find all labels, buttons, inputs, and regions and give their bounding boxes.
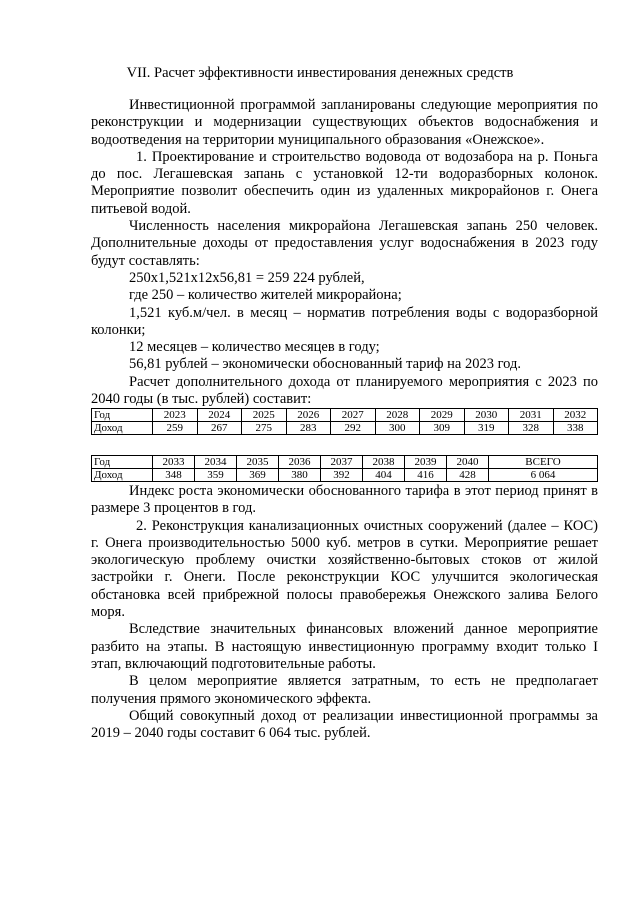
year-cell: 2038 xyxy=(363,456,405,469)
table-row-income xyxy=(92,422,598,435)
year-header: Год xyxy=(92,456,153,469)
year-header: Год xyxy=(92,409,153,422)
stages-paragraph: Вследствие значительных финансовых вложений данное мероприятие разбито на этапы. В настоящую инвестиционную программу входит только I этап, включающий подготовительные работы. xyxy=(91,621,598,672)
income-cell: 348 xyxy=(153,469,195,482)
intro-paragraph: Инвестиционной программой запланированы следующие мероприятия по реконструкции и модернизации существующих объектов водоснабжения и водоотведения на территории муниципального образования «Онежское». xyxy=(91,97,598,148)
income-cell: 338 xyxy=(553,422,598,435)
income-header: Доход xyxy=(92,469,153,482)
item1-paragraph: 1. Проектирование и строительство водовода от водозабора на р. Поньга до пос. Легашевская запань с установкой 12-ти водоразборных колонок. Мероприятие позволит обеспечить один из удаленных микрорайонов г. Онега питьевой водой. xyxy=(91,148,598,217)
formula-line: 250х1,521х12х56,81 = 259 224 рублей, xyxy=(129,269,365,286)
income-cell: 328 xyxy=(509,422,554,435)
year-cell: 2036 xyxy=(279,456,321,469)
income-cell: 392 xyxy=(321,469,363,482)
year-cell: 2024 xyxy=(197,409,242,422)
income-cell: 283 xyxy=(286,422,331,435)
section-title: VII. Расчет эффективности инвестирования денежных средств xyxy=(126,65,514,81)
costly-paragraph: В целом мероприятие является затратным, то есть не предполагает получения прямого экономического эффекта. xyxy=(91,673,598,707)
year-cell: 2035 xyxy=(237,456,279,469)
income-table-2033-2040 xyxy=(91,455,598,482)
total-paragraph: Общий совокупный доход от реализации инвестиционной программы за 2019 – 2040 годы составит 6 064 тыс. рублей. xyxy=(91,707,598,742)
population-paragraph: Численность населения микрорайона Легашевская запань 250 человек. Дополнительные доходы от предоставления услуг водоснабжения в 2023 году будут составлять: xyxy=(91,218,598,269)
income-cell: 292 xyxy=(331,422,376,435)
year-cell: 2027 xyxy=(331,409,376,422)
definition-line-4: 56,81 рублей – экономически обоснованный тариф на 2023 год. xyxy=(129,356,521,373)
year-cell: 2028 xyxy=(375,409,420,422)
income-cell: 404 xyxy=(363,469,405,482)
table-row-income xyxy=(92,469,598,482)
year-cell: 2040 xyxy=(447,456,489,469)
table-row-years xyxy=(92,456,598,469)
income-cell: 416 xyxy=(405,469,447,482)
year-cell: 2032 xyxy=(553,409,598,422)
income-cell: 319 xyxy=(464,422,509,435)
year-cell: 2023 xyxy=(153,409,198,422)
year-cell: 2034 xyxy=(195,456,237,469)
text-block-bottom xyxy=(91,483,598,742)
income-cell: 259 xyxy=(153,422,198,435)
item2-paragraph: 2. Реконструкция канализационных очистных сооружений (далее – КОС) г. Онега производительностью 5000 куб. метров в сутки. Мероприятие решает экологическую проблему очистки хозяйственно-бытовых стоков от жилой застройки г. Онеги. После реконструкции КОС улучшится экологическая обстановка всей прибрежной полосы правобережья Онежского залива Белого моря. xyxy=(91,517,598,621)
year-cell: 2026 xyxy=(286,409,331,422)
definition-line-2: 1,521 куб.м/чел. в месяц – норматив потребления воды с водоразборной колонки; xyxy=(91,304,598,338)
year-cell: 2037 xyxy=(321,456,363,469)
income-cell: 309 xyxy=(420,422,465,435)
income-cell: 380 xyxy=(279,469,321,482)
year-cell: 2025 xyxy=(242,409,287,422)
text-block-top xyxy=(91,97,598,408)
index-paragraph: Индекс роста экономически обоснованного тарифа в этот период принят в размере 3 процентов в год. xyxy=(91,483,598,517)
year-cell: 2039 xyxy=(405,456,447,469)
year-cell: 2029 xyxy=(420,409,465,422)
income-cell: 428 xyxy=(447,469,489,482)
definition-line-1: где 250 – количество жителей микрорайона; xyxy=(129,287,402,304)
total-income-cell: 6 064 xyxy=(489,469,598,482)
year-cell: 2033 xyxy=(153,456,195,469)
income-table-2023-2032 xyxy=(91,408,598,435)
income-cell: 267 xyxy=(197,422,242,435)
income-header: Доход xyxy=(92,422,153,435)
definition-line-3: 12 месяцев – количество месяцев в году; xyxy=(129,339,380,356)
income-cell: 359 xyxy=(195,469,237,482)
income-cell: 369 xyxy=(237,469,279,482)
income-cell: 275 xyxy=(242,422,287,435)
income-cell: 300 xyxy=(375,422,420,435)
year-cell: 2031 xyxy=(509,409,554,422)
calc-intro-paragraph: Расчет дополнительного дохода от планируемого мероприятия с 2023 по 2040 годы (в тыс. рублей) составит: xyxy=(91,373,598,408)
total-header: ВСЕГО xyxy=(489,456,598,469)
year-cell: 2030 xyxy=(464,409,509,422)
table-row-years xyxy=(92,409,598,422)
